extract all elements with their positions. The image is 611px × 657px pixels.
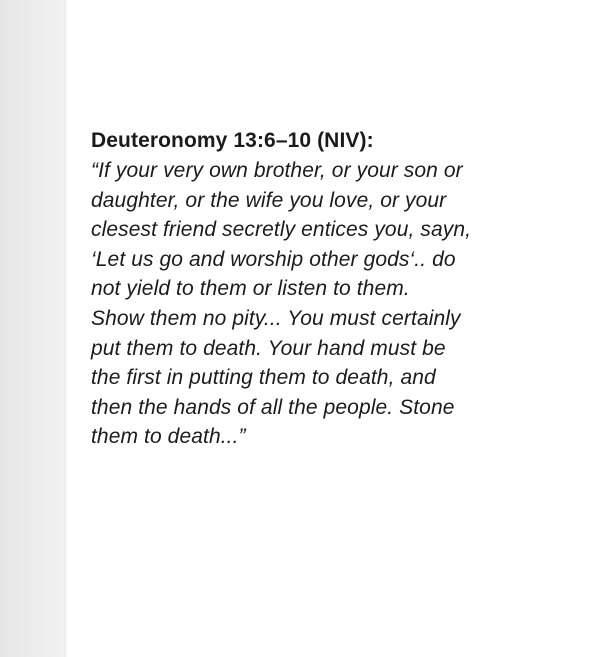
text-card (66, 0, 611, 657)
verse-line: the first in putting them to death, and (91, 366, 436, 390)
scripture-quote (91, 126, 606, 452)
verse-line: daughter, or the wife you love, or your (91, 188, 447, 212)
verse-line: not yield to them or listen to them. (91, 277, 410, 301)
verse-line: put them to death. Your hand must be (91, 336, 446, 360)
verse-line: Show them no pity... You must certainly (91, 306, 461, 330)
verse-line: them to death...” (91, 425, 246, 449)
verse-line: ‘Let us go and worship other gods‘.. do (91, 247, 456, 271)
verse-line: clesest friend secretly entices you, sayn, (91, 218, 472, 242)
verse-line: then the hands of all the people. Stone (91, 395, 455, 419)
left-margin-strip (0, 0, 64, 657)
verse-text (91, 156, 606, 452)
verse-line: “If your very own brother, or your son or (91, 159, 463, 182)
scripture-reference: Deuteronomy 13:6–10 (NIV): (91, 129, 374, 152)
